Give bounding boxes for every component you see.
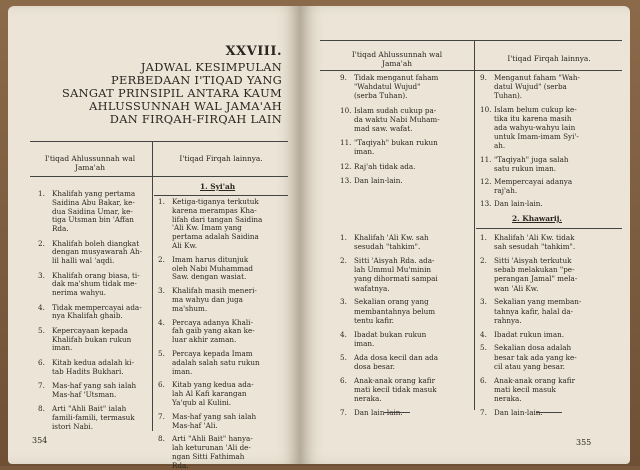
item-text: Saw. dengan wasiat. bbox=[172, 272, 247, 282]
item-number: 5. bbox=[340, 352, 347, 362]
item-text: Ibadat bukan rukun bbox=[354, 329, 427, 339]
item-text: Percaya kepada Imam bbox=[172, 349, 253, 358]
right-page bbox=[300, 6, 630, 464]
list-line bbox=[340, 177, 403, 186]
item-text: Arti "Ahli Bait" ialah bbox=[52, 404, 127, 414]
section-title bbox=[512, 214, 562, 223]
col1-header-line: I'tiqad Ahlussunnah wal bbox=[44, 154, 136, 163]
item-text: lah Ummul Mu'minin bbox=[354, 265, 432, 275]
item-text: Khalifah 'Ali Kw. sah bbox=[354, 233, 429, 242]
list-line bbox=[480, 317, 522, 326]
list-line bbox=[480, 165, 556, 174]
item-text: ah. bbox=[494, 141, 506, 151]
item-text: Dan lain-lain. bbox=[494, 199, 543, 209]
list-line bbox=[340, 395, 382, 404]
item-text: mati kecil masuk bbox=[494, 384, 556, 394]
item-text: Arti "Ahli Bait" hanya- bbox=[172, 434, 253, 444]
item-text: Tidak menganut faham bbox=[354, 73, 439, 82]
item-text: iman. bbox=[354, 147, 375, 157]
page-title bbox=[38, 61, 282, 126]
item-text: tika itu karena masih bbox=[494, 113, 572, 123]
left-page bbox=[8, 6, 300, 470]
item-text: Raj'ah tidak ada. bbox=[354, 161, 416, 171]
section-rule bbox=[476, 228, 622, 229]
chapter-number: XXVIII. bbox=[225, 44, 282, 59]
item-number: 8. bbox=[38, 404, 45, 414]
item-text: tahnya kafir, halal da- bbox=[494, 306, 574, 316]
item-number: 6. bbox=[38, 357, 45, 367]
item-number: 8. bbox=[158, 434, 165, 444]
item-text: Khalifah boleh diangkat bbox=[52, 238, 140, 248]
item-text: Sekalian orang yang bbox=[354, 297, 429, 307]
item-text: Sekalian dosa adalah bbox=[494, 343, 572, 353]
col2-header: I'tiqad Firqah lainnya. bbox=[507, 54, 591, 63]
list-line bbox=[38, 257, 114, 266]
item-text: Khalifah orang biasa, ti- bbox=[52, 270, 140, 280]
item-text: Mas-haf yang sah ialah bbox=[172, 411, 257, 421]
title-line: SANGAT PRINSIPIL ANTARA KAUM bbox=[61, 86, 282, 100]
list-line bbox=[158, 305, 207, 314]
item-text: iman. bbox=[52, 343, 73, 353]
title-line: PERBEDAAN I'TIQAD YANG bbox=[111, 73, 282, 87]
item-text: tiga Utsman bin 'Affan bbox=[52, 215, 134, 225]
list-line bbox=[340, 331, 426, 340]
item-text: dosa besar. bbox=[354, 361, 395, 371]
list-line bbox=[480, 285, 538, 294]
item-number: 4. bbox=[38, 302, 45, 312]
item-text: Mas-haf 'Utsman. bbox=[52, 389, 117, 399]
item-number: 1. bbox=[480, 233, 487, 242]
item-text: Ali Kw. bbox=[172, 241, 198, 250]
item-text: Kitab kedua adalah ki- bbox=[52, 357, 134, 367]
column-divider bbox=[474, 40, 475, 410]
item-number: 1. bbox=[158, 197, 165, 206]
item-text: Kitab yang kedua ada- bbox=[172, 380, 254, 390]
item-text: Tidak mempercayai ada- bbox=[52, 302, 142, 312]
item-text: Ya'qub al Kulini. bbox=[172, 398, 232, 407]
item-text: Tuhan). bbox=[494, 91, 523, 101]
item-text: Sitti 'Aisyah terkutuk bbox=[494, 256, 572, 265]
item-text: Anak-anak orang kafir bbox=[354, 375, 436, 385]
item-number: 10. bbox=[480, 104, 492, 114]
item-text: dua Saidina Umar, ke- bbox=[52, 206, 133, 216]
item-text: lil halli wal 'aqdi. bbox=[52, 256, 115, 266]
item-text: Khalifah bukan rukun bbox=[52, 334, 132, 344]
item-text: fah gaib yang akan ke- bbox=[172, 326, 255, 336]
item-number: 7. bbox=[340, 407, 347, 417]
item-text: Rda. bbox=[172, 460, 189, 470]
page-number: 354 bbox=[32, 436, 48, 445]
item-text: famili-famili, termasuk bbox=[52, 413, 135, 422]
list-line bbox=[340, 125, 412, 134]
item-text: satu rukun iman. bbox=[494, 163, 557, 173]
item-number: 3. bbox=[158, 286, 165, 296]
list-line bbox=[38, 312, 123, 321]
item-number: 3. bbox=[38, 270, 45, 280]
list-line bbox=[38, 423, 93, 432]
header-rule bbox=[30, 176, 288, 177]
item-text: Khalifah 'Ali Kw. tidak bbox=[494, 233, 575, 242]
item-text: Rda. bbox=[52, 224, 69, 234]
item-text: Dan lain-lain. bbox=[494, 407, 543, 417]
item-text: dak ma'shum tidak me- bbox=[52, 279, 137, 289]
item-number: 2. bbox=[38, 238, 45, 248]
item-text: neraka. bbox=[354, 394, 382, 403]
item-number: 13. bbox=[340, 175, 352, 185]
item-text: yang dihormati sampai bbox=[354, 274, 438, 284]
title-line: AHLUSSUNNAH WAL JAMA'AH bbox=[89, 99, 282, 113]
item-text: wan 'Ali Kw. bbox=[494, 283, 539, 293]
item-number: 9. bbox=[340, 73, 347, 82]
item-text: ada wahyu-wahyu lain bbox=[494, 123, 576, 132]
section-text: 1. Syi'ah bbox=[200, 182, 236, 191]
item-text: Mas-haf 'Ali. bbox=[172, 420, 218, 430]
item-text: Imam harus ditunjuk bbox=[172, 254, 249, 264]
list-line bbox=[480, 92, 522, 101]
item-number: 9. bbox=[480, 73, 487, 82]
item-text: wafatnya. bbox=[354, 283, 390, 293]
item-number: 4. bbox=[480, 329, 487, 339]
list-line bbox=[340, 285, 390, 294]
item-number: 10. bbox=[340, 105, 352, 115]
page-number: 355 bbox=[576, 438, 592, 447]
item-text: Ada dosa kecil dan ada bbox=[354, 352, 439, 362]
list-line bbox=[158, 422, 218, 431]
col1-header-line: Jama'ah bbox=[75, 163, 105, 172]
item-text: Mas-haf yang sah ialah bbox=[52, 381, 137, 390]
list-line bbox=[38, 289, 106, 298]
item-text: 'Ali Kw. Imam yang bbox=[172, 223, 242, 233]
item-number: 7. bbox=[480, 407, 487, 417]
item-text: (serba Tuhan). bbox=[354, 91, 408, 101]
item-number: 6. bbox=[340, 375, 347, 385]
col1-header-line: I'tiqad Ahlussunnah wal bbox=[351, 50, 443, 59]
item-text: Islam sudah cukup pa- bbox=[354, 105, 437, 115]
item-number: 5. bbox=[38, 325, 45, 335]
item-text: Mempercayai adanya bbox=[494, 177, 573, 186]
item-number: 5. bbox=[480, 343, 487, 353]
list-line bbox=[480, 200, 543, 209]
item-text: nerima wahyu. bbox=[52, 288, 107, 298]
item-number: 4. bbox=[158, 317, 165, 327]
item-number: 7. bbox=[158, 411, 165, 421]
title-line: DAN FIRQAH-FIRQAH LAIN bbox=[109, 112, 282, 126]
list-line bbox=[340, 243, 420, 252]
item-text: nya Khalifah ghaib. bbox=[52, 311, 123, 321]
item-text: Ibadat rukun iman. bbox=[494, 329, 565, 339]
item-text: karena merampas Kha- bbox=[172, 205, 257, 215]
list-line bbox=[340, 92, 407, 101]
item-text: sesudah "tahkim". bbox=[354, 242, 421, 252]
header-rule bbox=[320, 70, 622, 71]
item-text: lah keturunan 'Ali de- bbox=[172, 443, 251, 453]
list-line bbox=[158, 399, 231, 408]
item-text: Sitti 'Aisyah Rda. ada- bbox=[354, 256, 435, 265]
item-number: 3. bbox=[480, 297, 487, 307]
end-rule bbox=[536, 412, 562, 413]
item-text: sah sesudah "tahkim". bbox=[494, 242, 576, 252]
item-text: raj'ah. bbox=[494, 186, 518, 196]
item-text: Ketiga-tiganya terkutuk bbox=[172, 197, 259, 206]
item-text: besar tak ada yang ke- bbox=[494, 352, 577, 362]
item-number: 12. bbox=[480, 177, 492, 186]
item-text: Saidina Abu Bakar, ke- bbox=[52, 197, 135, 207]
item-number: 11. bbox=[480, 154, 492, 164]
item-text: rahnya. bbox=[494, 315, 522, 325]
item-number: 2. bbox=[340, 256, 347, 265]
list-line bbox=[480, 142, 505, 151]
item-text: tab Hadits Bukhari. bbox=[52, 366, 124, 376]
item-number: 2. bbox=[158, 254, 165, 264]
section-title bbox=[200, 182, 235, 191]
item-text: lah Al Kafi karangan bbox=[172, 389, 247, 399]
item-number: 6. bbox=[480, 375, 487, 385]
item-text: dengan musyawarah Ah- bbox=[52, 247, 143, 257]
item-text: istori Nabi. bbox=[52, 421, 93, 431]
item-text: pertama adalah Saidina bbox=[172, 232, 259, 242]
col2-header: I'tiqad Firqah lainnya. bbox=[179, 154, 263, 163]
item-number: 5. bbox=[158, 349, 165, 358]
item-text: Dan lain-lain. bbox=[354, 407, 403, 417]
list-line bbox=[158, 273, 246, 282]
table-top-rule bbox=[30, 141, 288, 142]
list-line bbox=[480, 187, 517, 196]
list-line bbox=[38, 225, 69, 234]
list-line bbox=[340, 363, 395, 372]
col1-header bbox=[322, 50, 472, 68]
list-line bbox=[38, 344, 72, 353]
item-text: Menganut faham "Wah- bbox=[494, 73, 580, 82]
list-line bbox=[158, 462, 189, 470]
item-text: datul Wujud" (serba bbox=[494, 82, 567, 92]
item-text: Sekalian yang memban- bbox=[494, 297, 582, 307]
list-line bbox=[158, 336, 236, 345]
list-line bbox=[340, 163, 415, 172]
item-text: cil atau yang besar. bbox=[494, 361, 565, 371]
item-number: 2. bbox=[480, 256, 487, 265]
section-text: 2. Khawarij. bbox=[512, 214, 562, 223]
item-number: 4. bbox=[340, 329, 347, 339]
item-text: Dan lain-lain. bbox=[354, 175, 403, 185]
item-text: Percaya adanya Khali- bbox=[172, 317, 253, 327]
col1-header-line: Jama'ah bbox=[382, 59, 412, 68]
list-line bbox=[480, 409, 543, 418]
item-number: 12. bbox=[340, 161, 352, 171]
list-line bbox=[158, 242, 197, 251]
item-text: untuk Imam-imam Syi'- bbox=[494, 132, 579, 142]
title-line: JADWAL KESIMPULAN bbox=[140, 60, 282, 74]
item-text: da waktu Nabi Muham- bbox=[354, 114, 440, 124]
item-text: ma wahyu dan juga bbox=[172, 295, 243, 304]
list-line bbox=[480, 331, 564, 340]
list-line bbox=[480, 363, 565, 372]
item-text: tentu kafir. bbox=[354, 315, 394, 325]
item-text: Khalifah masih meneri- bbox=[172, 286, 257, 296]
item-text: luar akhir zaman. bbox=[172, 335, 237, 345]
item-text: ma'shum. bbox=[172, 303, 208, 313]
list-line bbox=[480, 395, 522, 404]
item-number: 3. bbox=[340, 297, 347, 307]
item-text: perangan Jamal" mela- bbox=[494, 274, 578, 284]
list-line bbox=[158, 453, 244, 462]
item-number: 7. bbox=[38, 381, 45, 390]
list-line bbox=[340, 148, 374, 157]
item-text: ngan Sitti Fathimah bbox=[172, 452, 245, 461]
section-rule bbox=[154, 195, 288, 196]
item-number: 6. bbox=[158, 380, 165, 390]
list-line bbox=[38, 391, 116, 400]
item-text: Anak-anak orang kafir bbox=[494, 375, 576, 385]
item-number: 13. bbox=[480, 199, 492, 209]
list-line bbox=[38, 368, 124, 377]
item-text: neraka. bbox=[494, 394, 522, 403]
list-line bbox=[158, 368, 192, 377]
item-number: 1. bbox=[38, 189, 45, 198]
item-text: Khalifah yang pertama bbox=[52, 189, 136, 198]
col1-header bbox=[30, 154, 150, 172]
item-text: iman. bbox=[354, 338, 375, 348]
item-text: "Taqiyah" bukan rukun bbox=[354, 138, 438, 148]
list-line bbox=[340, 317, 394, 326]
item-text: mad saw. wafat. bbox=[354, 124, 413, 133]
item-text: iman. bbox=[172, 366, 193, 376]
list-line bbox=[340, 340, 374, 349]
table-top-rule bbox=[320, 40, 622, 41]
list-line bbox=[480, 243, 575, 252]
item-text: membantahnya belum bbox=[354, 306, 436, 316]
item-text: lifah dari tangan Saidina bbox=[172, 214, 263, 224]
list-line bbox=[340, 409, 403, 418]
item-text: Islam belum cukup ke- bbox=[494, 104, 577, 114]
item-text: adalah salah satu rukun bbox=[172, 357, 260, 367]
column-divider bbox=[152, 141, 153, 431]
item-text: sebab melakukan "pe- bbox=[494, 265, 575, 275]
item-text: Kepercayaan kepada bbox=[52, 325, 128, 335]
item-number: 1. bbox=[340, 233, 347, 242]
end-rule bbox=[384, 412, 410, 413]
item-number: 11. bbox=[340, 138, 352, 148]
item-text: oleh Nabi Muhammad bbox=[172, 263, 253, 273]
item-text: "Wahdatul Wujud" bbox=[354, 82, 421, 92]
item-text: "Taqiyah" juga salah bbox=[494, 154, 569, 164]
item-text: mati kecil tidak masuk bbox=[354, 384, 437, 394]
